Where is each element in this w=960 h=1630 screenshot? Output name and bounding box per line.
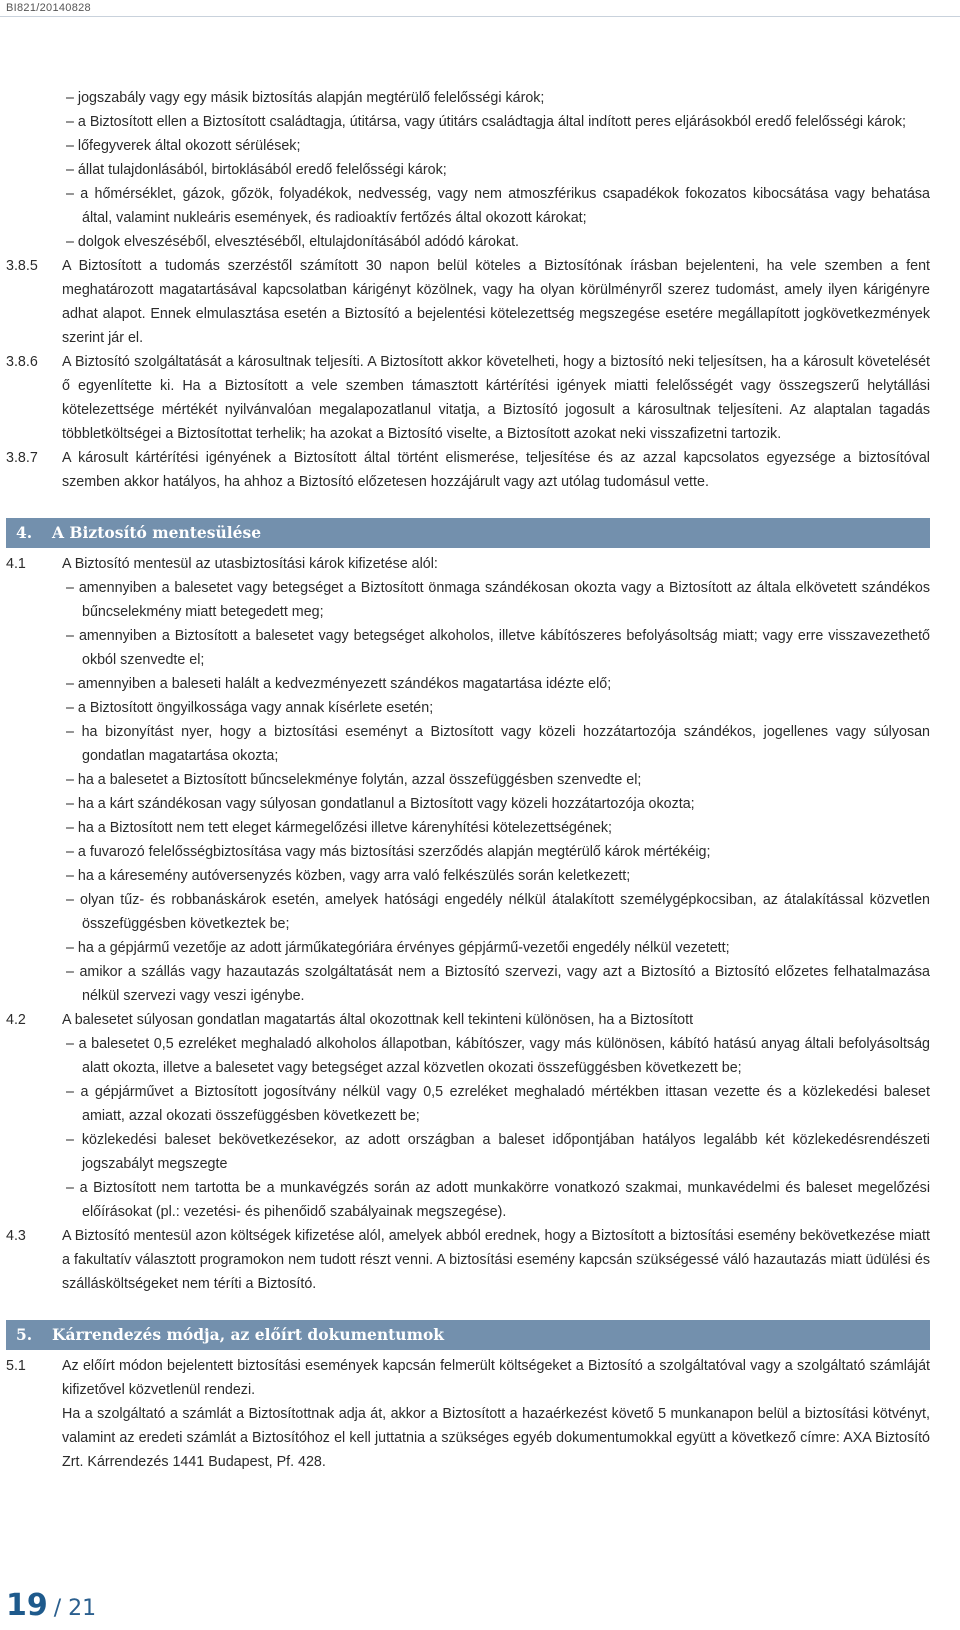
list-item: – állat tulajdonlásából, birtoklásából eredő felelősségi károk; [66,162,447,178]
section-heading-5 [6,1320,930,1350]
list-item: – a hőmérséklet, gázok, gőzök, folyadékok, nedvesség, vagy nem atmoszférikus csapadékok fokozatos kibocsátása vagy behatása által, valamint nukleáris események, és radioaktív fertőzés által okozott károkat; [66,186,930,226]
paragraph-text: A Biztosító mentesül azon költségek kifizetése alól, amelyek abból erednek, hogy a Biztosított a biztosítási esemény bekövetkezése miatt a fakultatív választott programokon nem tudott részt venni. A biztosítási esemény kapcsán szükségessé váló hazautazás miatt üdülési és szállásköltségeket nem téríti a Biztosító. [62,1228,930,1292]
paragraph-text: A Biztosító szolgáltatását a károsultnak teljesíti. A Biztosított akkor követelheti, hogy a biztosító neki teljesítsen, ha a károsult követelését ő egyenlítette ki. Ha a Biztosított a vele szemben támasztott kártérítési igények miatti felelősségét vagy összegszerű helytállási kötelezettsége mértékét nyilvánvalóan megalapozatlanul vitatja, a Biztosító jogosult a károsultnak teljesíteni. Az alaptalan tagadás többletköltségei a Biztosítottat terhelik; ha azokat a Biztosító viselte, a Biztosított azokat neki visszafizetni tartozik. [62,354,930,442]
negligence-list [6,1032,930,1224]
paragraph-text: Az előírt módon bejelentett biztosítási események kapcsán felmerült költségeket a Biztosító a szolgáltatóval vagy a szolgáltató számláját kifizetővel közvetlenül rendezi. [62,1358,930,1398]
paragraph-continuation: Ha a szolgáltató a számlát a Biztosítottnak adja át, akkor a Biztosított a hazaérkezést követő 5 munkanapon belül a biztosítási kötvényt, valamint az eredeti számlát a Biztosítóhoz el kell juttatnia a szükséges egyéb dokumentumokkal együtt a következő címre: AXA Biztosító Zrt. Kárrendezés 1441 Budapest, Pf. 428. [62,1406,930,1470]
list-item: – olyan tűz- és robbanáskárok esetén, amelyek hatósági engedély nélkül átalakított személygépkocsiban, az átalakítással közvetlen összefüggésben következtek be; [66,892,930,932]
list-item: – ha a Biztosított nem tett eleget kármegelőzési illetve kárenyhítési kötelezettségének; [66,820,612,836]
list-item: – a Biztosított ellen a Biztosított családtagja, útitársa, vagy útitárs családtagja által indított peres eljárásokból eredő felelősségi károk; [66,114,907,130]
document-code: BI821/20140828 [6,2,91,14]
list-item: – a Biztosított nem tartotta be a munkavégzés során az adott munkakörre vonatkozó szakmai, munkavédelmi és baleset megelőzési előírásokat (pl.: vezetési- és pihenőidő szabályainak megszegése). [66,1180,930,1220]
list-item: – ha a kárt szándékosan vagy súlyosan gondatlanul a Biztosított vagy közeli hozzátartozója okozta; [66,796,695,812]
section-number: 4. [16,523,33,542]
header-divider [0,16,960,17]
page-total: / 21 [53,1596,97,1621]
paragraph-5-1 [6,1354,930,1402]
list-item: – közlekedési baleset bekövetkezésekor, az adott országban a baleset időpontjában hatályos legalább két közlekedésrendészeti jogszabályt megszegte [66,1132,930,1172]
paragraph-number: 3.8.6 [6,354,38,370]
list-item: – amennyiben a balesetet vagy betegséget a Biztosított önmaga szándékosan okozta vagy a Biztosított az általa elkövetett szándékos bűncselekmény miatt betegedett meg; [66,580,930,620]
page-number: 19 [6,1588,48,1623]
list-item: – ha a balesetet a Biztosított bűncselekménye folytán, azzal összefüggésben szenvedte el; [66,772,642,788]
list-item: – amikor a szállás vagy hazautazás szolgáltatását nem a Biztosító szervezi, vagy azt a Biztosító a Biztosító előzetes felhatalmazása nélkül szervezi vagy veszi igénybe. [66,964,930,1004]
paragraph-3-8-6 [6,350,930,446]
paragraph-number: 5.1 [6,1358,26,1374]
paragraph-4-3 [6,1224,930,1296]
list-item: – jogszabály vagy egy másik biztosítás alapján megtérülő felelősségi károk; [66,90,545,106]
paragraph-text: A Biztosító mentesül az utasbiztosítási károk kifizetése alól: [62,556,438,572]
paragraph-number: 4.2 [6,1012,26,1028]
paragraph-number: 3.8.5 [6,258,38,274]
list-item: – amennyiben a baleseti halált a kedvezményezett szándékos magatartása idézte elő; [66,676,612,692]
list-item: – amennyiben a Biztosított a balesetet vagy betegséget alkoholos, illetve kábítószeres befolyásoltság miatt; vagy erre visszavezethető okból szenvedte el; [66,628,930,668]
list-item: – a Biztosított öngyilkossága vagy annak kísérlete esetén; [66,700,434,716]
list-item: – a gépjárművet a Biztosított jogosítvány nélkül vagy 0,5 ezreléket meghaladó mértékben ittasan vezette és a közlekedési baleset amiatt, azzal okozati összefüggésben következett be; [66,1084,930,1124]
list-item: – dolgok elveszéséből, elvesztéséből, eltulajdonításából adódó károkat. [66,234,520,250]
paragraph-text: A károsult kártérítési igényének a Biztosított által történt elismerése, teljesítése és az azzal kapcsolatos egyezsége a biztosítóval szemben akkor hatályos, ha ahhoz a Biztosító előzetesen hozzájárult vagy azt utólag tudomásul vette. [62,450,930,490]
section-title: A Biztosító mentesülése [52,523,262,542]
page-footer [6,1588,96,1623]
list-item: – a balesetet 0,5 ezreléket meghaladó alkoholos állapotban, kábítószer, vagy más különösen, kábító hatású anyag általi befolyásoltság alatt okozta, illetve a balesetet vagy betegséget azzal közvetlen okozati összefüggésben következett be; [66,1036,930,1076]
exemption-list [6,576,930,1008]
paragraph-number: 3.8.7 [6,450,38,466]
paragraph-4-1 [6,552,930,576]
paragraph-3-8-5 [6,254,930,350]
paragraph-text: A Biztosított a tudomás szerzéstől számított 30 napon belül köteles a Biztosítónak írásban bejelenteni, ha vele szemben a fent meghatározott magatartásával kapcsolatban kárigényt közölnek, vagy ha olyan körülményről szerez tudomást, amely ilyen kárigényre adhat alapot. Ennek elmulasztása esetén a Biztosító a bejelentési kötelezettség megszegése esetére megállapított jogkövetkezmények szerint jár el. [62,258,930,346]
list-item: – ha a káresemény autóversenyzés közben, vagy arra való felkészülés során keletkezett; [66,868,631,884]
list-item: – ha bizonyítást nyer, hogy a biztosítási eseményt a Biztosított vagy közeli hozzátartozója szándékos, jogellenes vagy súlyosan gondatlan magatartása okozta; [66,724,930,764]
list-item: – a fuvarozó felelősségbiztosítása vagy más biztosítási szerződés alapján megtérülő károk mértékéig; [66,844,711,860]
page-content [6,86,930,1474]
paragraph-4-2 [6,1008,930,1032]
exclusion-list [6,86,930,254]
paragraph-3-8-7 [6,446,930,494]
section-title: Kárrendezés módja, az előírt dokumentumok [52,1325,445,1344]
list-item: – lőfegyverek által okozott sérülések; [66,138,301,154]
paragraph-number: 4.3 [6,1228,26,1244]
section-heading-4 [6,518,930,548]
list-item: – ha a gépjármű vezetője az adott járműkategóriára érvényes gépjármű-vezetői engedély nélkül vezetett; [66,940,730,956]
section-number: 5. [16,1325,33,1344]
paragraph-number: 4.1 [6,556,26,572]
paragraph-text: A balesetet súlyosan gondatlan magatartás által okozottnak kell tekinteni különösen, ha a Biztosított [62,1012,694,1028]
